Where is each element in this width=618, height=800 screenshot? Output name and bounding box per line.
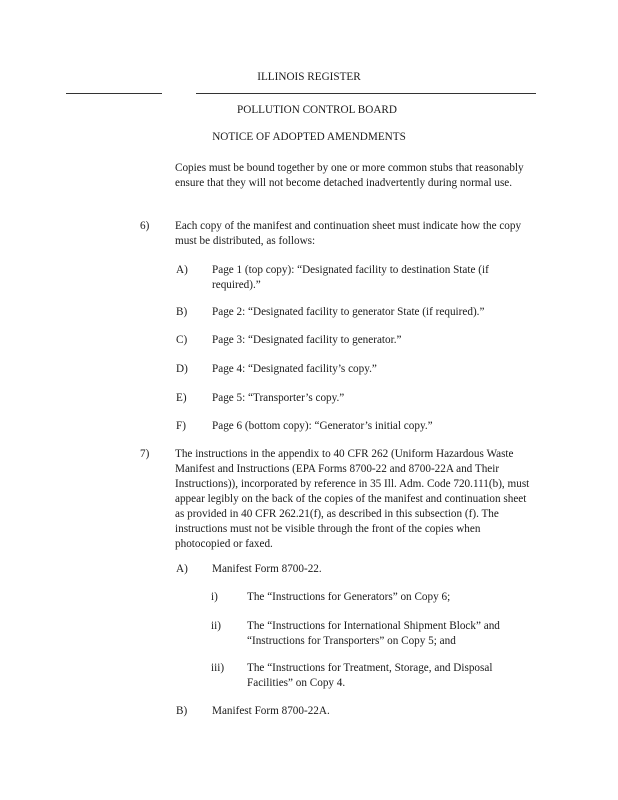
item-6d-text: Page 4: “Designated facility’s copy.” [212,363,377,375]
item-7a-iii-label: iii) [211,662,225,674]
item-6b-text: Page 2: “Designated facility to generator State (if required).” [212,306,485,318]
item-7a-i-text: The “Instructions for Generators” on Copy 6; [247,591,451,603]
item-6c-text: Page 3: “Designated facility to generator.” [212,334,402,346]
item-6e-text: Page 5: “Transporter’s copy.” [212,392,345,404]
item-6d-label: D) [176,363,188,375]
board-title: POLLUTION CONTROL BOARD [237,104,397,116]
item-7a-label: A) [176,563,188,575]
item-7b-label: B) [176,705,188,717]
notice-title: NOTICE OF ADOPTED AMENDMENTS [212,131,406,143]
item-7a-i-label: i) [211,591,218,603]
item-7-label: 7) [140,448,150,460]
item-7-text: The instructions in the appendix to 40 CFR 262 (Uniform Hazardous Waste Manifest and Instructions (EPA Forms 8700-22 and 8700-22A and Their Instructions)), incorporated by reference in 35 Ill. Adm. Code 720.111(b), must appear legibly on the back of the copies of the manifest and continuation sheet as provided in 40 CFR 262.21(f), as described in this subsection (f). The instructions must not be visible through the front of the copies when photocopied or faxed. [175,448,530,550]
header-rule-left [66,93,162,94]
item-7a-ii-label: ii) [211,620,221,632]
item-7b-text: Manifest Form 8700-22A. [212,705,330,717]
header-rule-right [196,93,536,94]
item-6a-text: Page 1 (top copy): “Designated facility to destination State (if required).” [212,264,489,291]
item-7a-ii-text: The “Instructions for International Shipment Block” and “Instructions for Transporters” on Copy 5; and [247,620,500,647]
item-6-text: Each copy of the manifest and continuation sheet must indicate how the copy must be distributed, as follows: [175,220,522,247]
register-title: ILLINOIS REGISTER [257,71,361,83]
item-6b-label: B) [176,306,188,318]
item-6f-label: F) [176,420,186,432]
item-7a-text: Manifest Form 8700-22. [212,563,322,575]
item-7a-iii-text: The “Instructions for Treatment, Storage, and Disposal Facilities” on Copy 4. [247,662,493,689]
item-6a-label: A) [176,264,188,276]
intro-paragraph: Copies must be bound together by one or more common stubs that reasonably ensure that they will not become detached inadvertently during normal use. [175,162,524,189]
item-6e-label: E) [176,392,187,404]
item-6-label: 6) [140,220,150,232]
item-6c-label: C) [176,334,188,346]
item-6f-text: Page 6 (bottom copy): “Generator’s initial copy.” [212,420,433,432]
